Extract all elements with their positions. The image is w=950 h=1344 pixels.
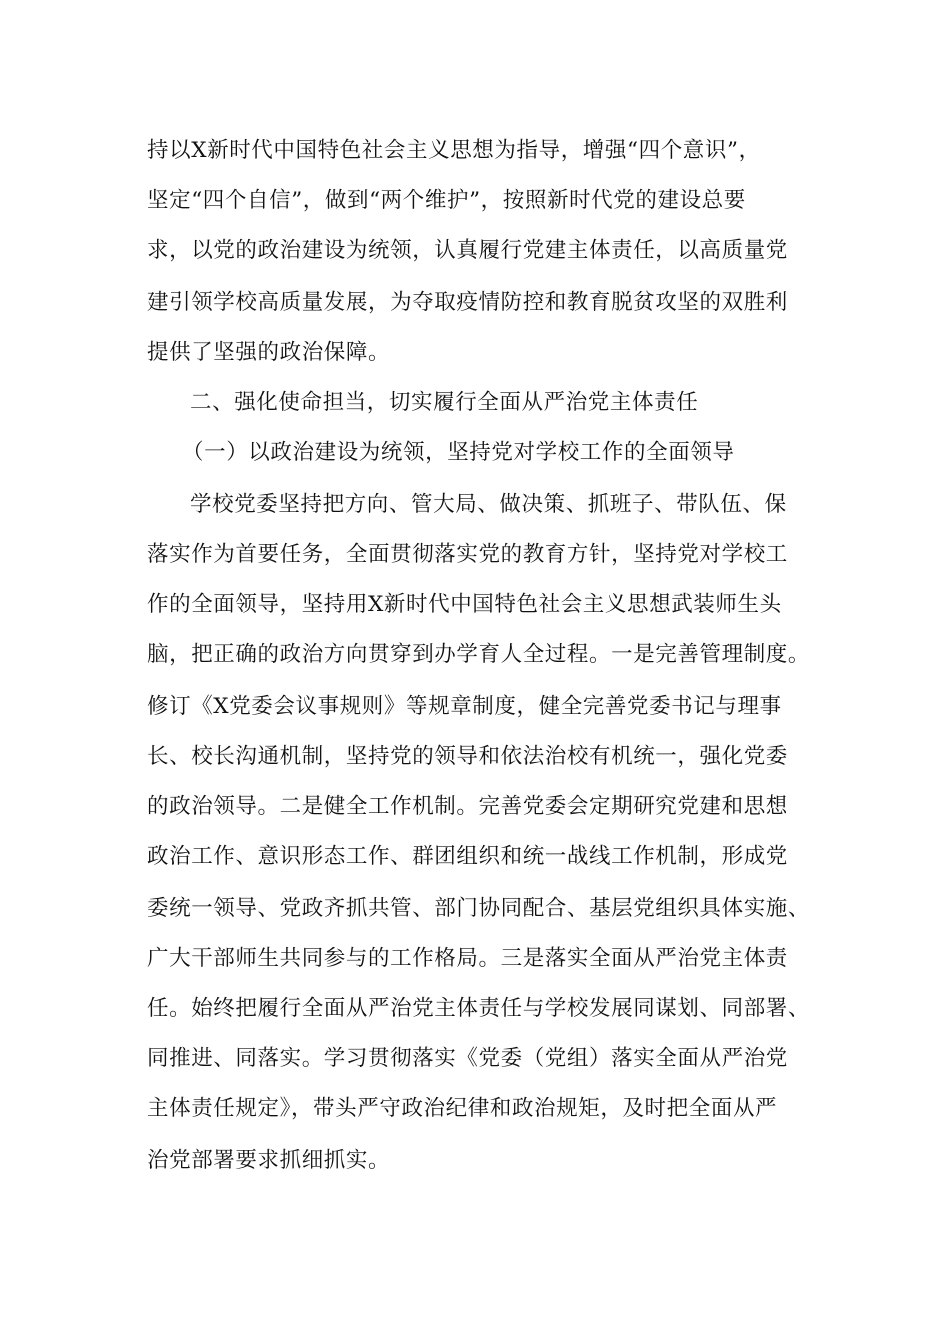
text-line: 修订《X党委会议事规则》等规章制度，健全完善党委书记与理事 bbox=[147, 694, 782, 719]
text-line: 同推进、同落实。学习贯彻落实《党委（党组）落实全面从严治党 bbox=[147, 1046, 788, 1071]
text-line: 坚定“四个自信”，做到“两个维护”，按照新时代党的建设总要 bbox=[147, 188, 746, 213]
text-line: 治党部署要求抓细抓实。 bbox=[147, 1148, 391, 1173]
text-line: 委统一领导、党政齐抓共管、部门协同配合、基层党组织具体实施、 bbox=[147, 896, 811, 921]
text-line: 的政治领导。二是健全工作机制。完善党委会定期研究党建和思想 bbox=[147, 794, 788, 819]
subsection-heading: （一）以政治建设为统领，坚持党对学校工作的全面领导 bbox=[182, 440, 735, 465]
text-line: 建引领学校高质量发展，为夺取疫情防控和教育脱贫攻坚的双胜利 bbox=[147, 290, 788, 315]
text-line: 落实作为首要任务，全面贯彻落实党的教育方针，坚持党对学校工 bbox=[147, 542, 788, 567]
section-heading: 二、强化使命担当，切实履行全面从严治党主体责任 bbox=[190, 390, 699, 415]
text-line: 作的全面领导，坚持用X新时代中国特色社会主义思想武装师生头 bbox=[147, 592, 782, 617]
text-line: 脑，把正确的政治方向贯穿到办学育人全过程。一是完善管理制度。 bbox=[147, 642, 811, 667]
text-line: 政治工作、意识形态工作、群团组织和统一战线工作机制，形成党 bbox=[147, 844, 788, 869]
text-line: 任。始终把履行全面从严治党主体责任与学校发展同谋划、同部署、 bbox=[147, 996, 811, 1021]
text-line: 学校党委坚持把方向、管大局、做决策、抓班子、带队伍、保 bbox=[190, 492, 787, 517]
text-line: 提供了坚强的政治保障。 bbox=[147, 340, 391, 365]
text-line: 求，以党的政治建设为统领，认真履行党建主体责任，以高质量党 bbox=[147, 238, 788, 263]
text-line: 主体责任规定》，带头严守政治纪律和政治规矩，及时把全面从严 bbox=[147, 1096, 778, 1121]
text-line: 持以X新时代中国特色社会主义思想为指导，增强“四个意识”， bbox=[147, 138, 761, 163]
text-line: 长、校长沟通机制，坚持党的领导和依法治校有机统一，强化党委 bbox=[147, 744, 788, 769]
text-line: 广大干部师生共同参与的工作格局。三是落实全面从严治党主体责 bbox=[147, 946, 788, 971]
